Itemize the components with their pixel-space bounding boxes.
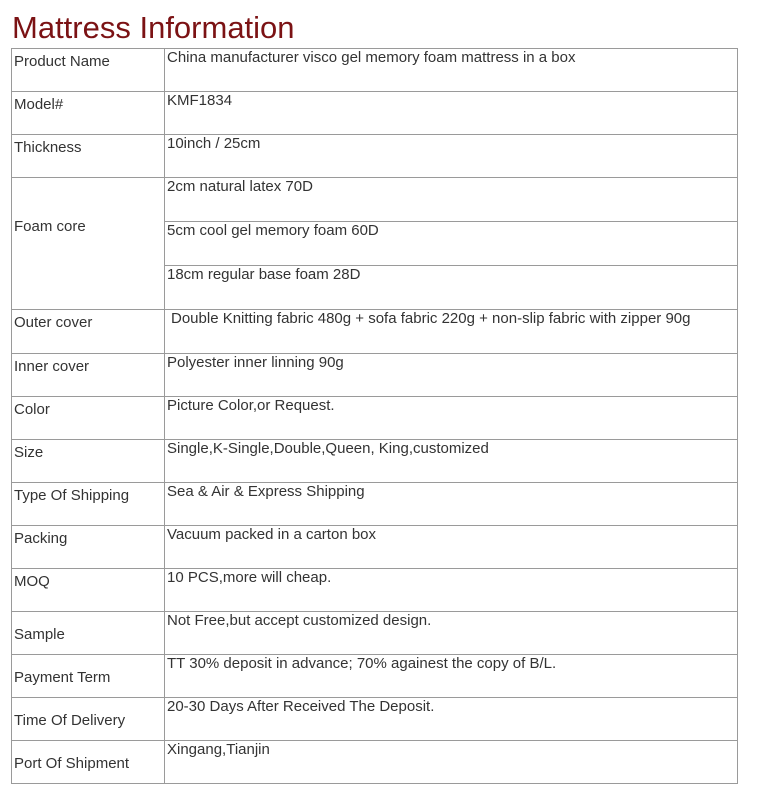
packing-value: Vacuum packed in a carton box	[165, 526, 738, 569]
model-value: KMF1834	[165, 92, 738, 135]
outer-cover-text: Double Knitting fabric 480g + sofa fabric 220g + non-slip fabric with zipper 90g	[171, 310, 691, 327]
inner-cover-label: Inner cover	[12, 354, 165, 397]
thickness-value: 10inch / 25cm	[165, 135, 738, 178]
page-title: Mattress Information	[12, 10, 295, 45]
table-row	[12, 310, 738, 354]
port-value: Xingang,Tianjin	[165, 741, 738, 784]
product-name-value: China manufacturer visco gel memory foam mattress in a box	[165, 49, 738, 92]
size-value: Single,K-Single,Double,Queen, King,customized	[165, 440, 738, 483]
color-label: Color	[12, 397, 165, 440]
delivery-value: 20-30 Days After Received The Deposit.	[165, 698, 738, 741]
thickness-label: Thickness	[12, 135, 165, 178]
color-value: Picture Color,or Request.	[165, 397, 738, 440]
size-label: Size	[12, 440, 165, 483]
packing-label: Packing	[12, 526, 165, 569]
table-row	[12, 397, 738, 440]
table-row	[12, 354, 738, 397]
table-row	[12, 135, 738, 178]
sample-value: Not Free,but accept customized design.	[165, 612, 738, 655]
port-label: Port Of Shipment	[12, 741, 165, 784]
foam-core-layer: 18cm regular base foam 28D	[165, 266, 738, 310]
moq-label: MOQ	[12, 569, 165, 612]
sample-label: Sample	[12, 612, 165, 655]
table-row	[12, 741, 738, 784]
outer-cover-value	[165, 310, 738, 354]
table-row	[12, 49, 738, 92]
shipping-label: Type Of Shipping	[12, 483, 165, 526]
outer-cover-label: Outer cover	[12, 310, 165, 354]
table-row	[12, 440, 738, 483]
table-row	[12, 655, 738, 698]
payment-value: TT 30% deposit in advance; 70% againest the copy of B/L.	[165, 655, 738, 698]
foam-core-layer: 2cm natural latex 70D	[165, 178, 738, 222]
product-name-label: Product Name	[12, 49, 165, 92]
table-row	[12, 526, 738, 569]
shipping-value: Sea & Air & Express Shipping	[165, 483, 738, 526]
foam-core-layer: 5cm cool gel memory foam 60D	[165, 222, 738, 266]
table-row	[12, 483, 738, 526]
table-row	[12, 178, 738, 222]
table-row	[12, 569, 738, 612]
model-label: Model#	[12, 92, 165, 135]
mattress-spec-table	[11, 48, 738, 784]
table-row	[12, 92, 738, 135]
moq-value: 10 PCS,more will cheap.	[165, 569, 738, 612]
inner-cover-value: Polyester inner linning 90g	[165, 354, 738, 397]
foam-core-label: Foam core	[12, 178, 165, 310]
payment-label: Payment Term	[12, 655, 165, 698]
table-row	[12, 612, 738, 655]
table-row	[12, 698, 738, 741]
delivery-label: Time Of Delivery	[12, 698, 165, 741]
